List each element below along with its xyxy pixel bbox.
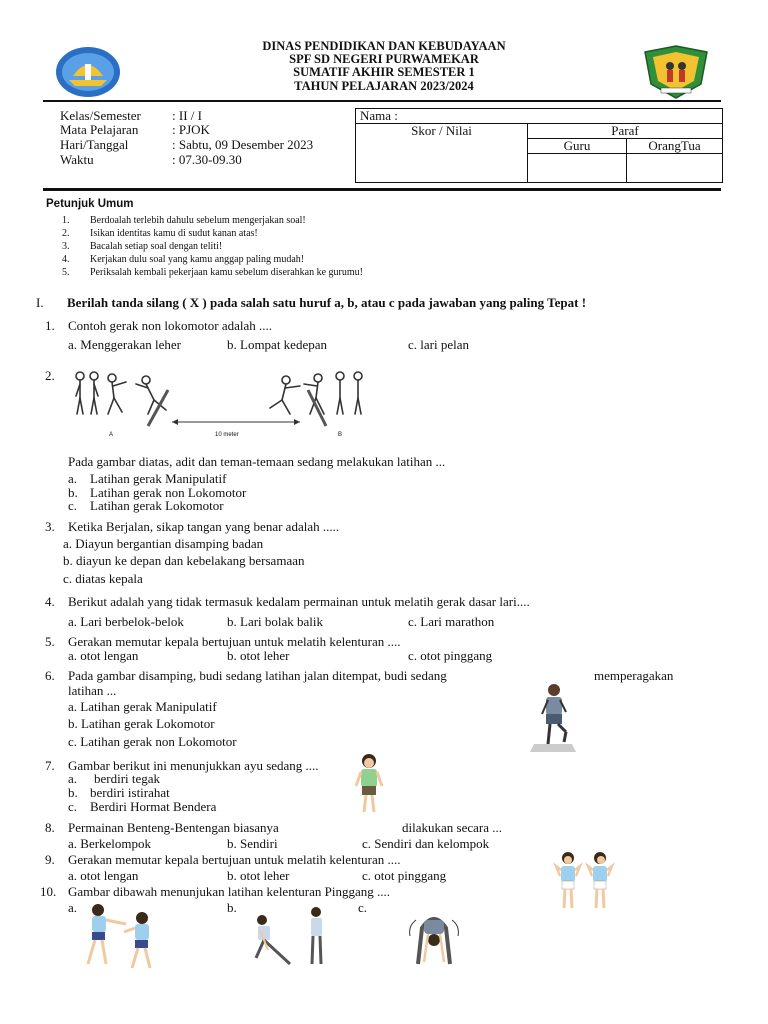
q1-option-a[interactable]: a. Menggerakan leher [68,337,181,352]
header-line-1: DINAS PENDIDIKAN DAN KEBUDAYAAN [262,39,506,53]
q4-option-a[interactable]: a. Lari berbelok-belok [68,614,184,629]
q5-option-b[interactable]: b. otot leher [227,648,290,663]
q2-label-b: B [338,432,343,438]
q7-text: Gambar berikut ini menunjukkan ayu sedang .... [68,758,319,773]
q5-option-c[interactable]: c. otot pinggang [408,648,493,663]
info-label-kelas: Kelas/Semester [60,108,141,123]
q8-option-c[interactable]: c. Sendiri dan kelompok [362,836,490,851]
header-line-2: SPF SD NEGERI PURWAMEKAR [289,52,479,66]
q10-number: 10. [40,884,57,899]
q9-option-b[interactable]: b. otot leher [227,868,290,883]
q6-option-a[interactable]: a. Latihan gerak Manipulatif [68,699,217,714]
info-value-hari: : Sabtu, 09 Desember 2023 [172,137,314,152]
q9-text: Gerakan memutar kepala bertujuan untuk melatih kelenturan .... [68,852,401,867]
q4-text: Berikut adalah yang tidak termasuk kedalam permainan untuk melatih gerak dasar lari.... [68,594,530,609]
q5-option-a[interactable]: a. otot lengan [68,648,139,663]
q6-text-3: latihan ... [68,683,117,698]
q2-label-distance: 10 meter [215,432,239,438]
q2-option-a-letter: a. [68,471,78,486]
q6-text-2: memperagakan [594,668,674,683]
q6-number: 6. [45,668,55,683]
q3-option-c[interactable]: c. diatas kepala [63,571,143,586]
skor-header: Skor / Nilai [356,124,528,183]
petunjuk-item: Isikan identitas kamu di sudut kanan atas! [90,228,258,239]
q2-label-a: A [109,432,114,438]
q10-option-a[interactable]: a. [68,900,78,915]
q7-option-a[interactable]: berdiri tegak [94,771,161,786]
petunjuk-item: Kerjakan dulu soal yang kamu anggap paling mudah! [90,254,305,265]
q9-number: 9. [45,852,55,867]
section-title: Berilah tanda silang ( X ) pada salah satu huruf a, b, atau c pada jawaban yang paling Tepat ! [67,295,587,310]
guru-signature-field[interactable] [528,154,627,183]
guru-header: Guru [528,139,627,154]
q10-option-a-illustration [80,902,164,974]
q7-option-b[interactable]: berdiri istirahat [90,785,170,800]
info-value-kelas: : II / I [172,108,202,123]
q7-option-c-letter: c. [68,799,78,814]
q8-option-a[interactable]: a. Berkelompok [68,836,152,851]
petunjuk-num: 1. [62,215,70,226]
q8-text: Permainan Benteng-Bentengan biasanya [68,820,279,835]
q8-number: 8. [45,820,55,835]
q8-option-b[interactable]: b. Sendiri [227,836,278,851]
q10-text: Gambar dibawah menunjukan latihan kelenturan Pinggang .... [68,884,391,899]
header-rule [43,100,721,102]
paraf-header: Paraf [528,124,723,139]
info-label-mapel: Mata Pelajaran [60,122,139,137]
q2-option-c[interactable]: Latihan gerak Lokomotor [90,498,224,513]
q3-text: Ketika Berjalan, sikap tangan yang benar adalah ..... [68,519,340,534]
score-box [355,108,723,183]
q2-option-a[interactable]: Latihan gerak Manipulatif [90,471,227,486]
q6-marching-illustration [528,680,578,756]
q6-option-b[interactable]: b. Latihan gerak Lokomotor [68,716,215,731]
q3-option-a[interactable]: a. Diayun bergantian disamping badan [63,536,264,551]
q6-text: Pada gambar disamping, budi sedang latihan jalan ditempat, budi sedang [68,668,447,683]
header-line-4: TAHUN PELAJARAN 2023/2024 [294,79,474,93]
section-number: I. [36,295,44,310]
q6-option-c[interactable]: c. Latihan gerak non Lokomotor [68,734,237,749]
nama-field[interactable]: Nama : [356,109,723,124]
info-value-waktu: : 07.30-09.30 [172,152,242,167]
q10-option-b[interactable]: b. [227,900,237,915]
petunjuk-item: Periksalah kembali pekerjaan kamu sebelum diserahkan ke gurumu! [90,267,363,278]
q1-option-b[interactable]: b. Lompat kedepan [227,337,327,352]
q5-number: 5. [45,634,55,649]
q7-standing-girl-illustration [352,752,386,816]
petunjuk-title: Petunjuk Umum [46,198,134,210]
petunjuk-item: Bacalah setiap soal dengan teliti! [90,241,223,252]
q9-option-c[interactable]: c. otot pinggang [362,868,447,883]
q9-head-rotation-illustration [552,850,616,912]
info-label-hari: Hari/Tanggal [60,137,129,152]
info-value-mapel: : PJOK [172,122,210,137]
q2-option-b[interactable]: Latihan gerak non Lokomotor [90,485,247,500]
header-line-3: SUMATIF AKHIR SEMESTER 1 [293,65,475,79]
q7-option-a-letter: a. [68,771,78,786]
info-label-waktu: Waktu [60,152,94,167]
q2-option-c-letter: c. [68,498,78,513]
q7-number: 7. [45,758,55,773]
q7-option-c[interactable]: Berdiri Hormat Bendera [90,799,217,814]
orangtua-header: OrangTua [627,139,723,154]
q2-text: Pada gambar diatas, adit dan teman-temaan sedang melakukan latihan ... [68,454,446,469]
q3-number: 3. [45,519,55,534]
q9-option-a[interactable]: a. otot lengan [68,868,139,883]
petunjuk-num: 5. [62,267,70,278]
q1-number: 1. [45,318,55,333]
q4-number: 4. [45,594,55,609]
q5-text: Gerakan memutar kepala bertujuan untuk melatih kelenturan .... [68,634,401,649]
q10-option-b-illustration [250,906,330,972]
q8-text-2: dilakukan secara ... [402,820,502,835]
q10-option-c-illustration [404,906,464,970]
q2-number: 2. [45,368,55,383]
q7-option-b-letter: b. [68,785,78,800]
q4-option-c[interactable]: c. Lari marathon [408,614,495,629]
q1-text: Contoh gerak non lokomotor adalah .... [68,318,272,333]
q2-option-b-letter: b. [68,485,78,500]
info-rule [43,188,721,191]
q10-option-c[interactable]: c. [358,900,368,915]
petunjuk-item: Berdoalah terlebih dahulu sebelum mengerjakan soal! [90,215,306,226]
orangtua-signature-field[interactable] [627,154,723,183]
petunjuk-num: 4. [62,254,70,265]
petunjuk-num: 2. [62,228,70,239]
petunjuk-num: 3. [62,241,70,252]
q4-option-b[interactable]: b. Lari bolak balik [227,614,324,629]
q3-option-b[interactable]: b. diayun ke depan dan kebelakang bersamaan [63,553,305,568]
q1-option-c[interactable]: c. lari pelan [408,337,469,352]
